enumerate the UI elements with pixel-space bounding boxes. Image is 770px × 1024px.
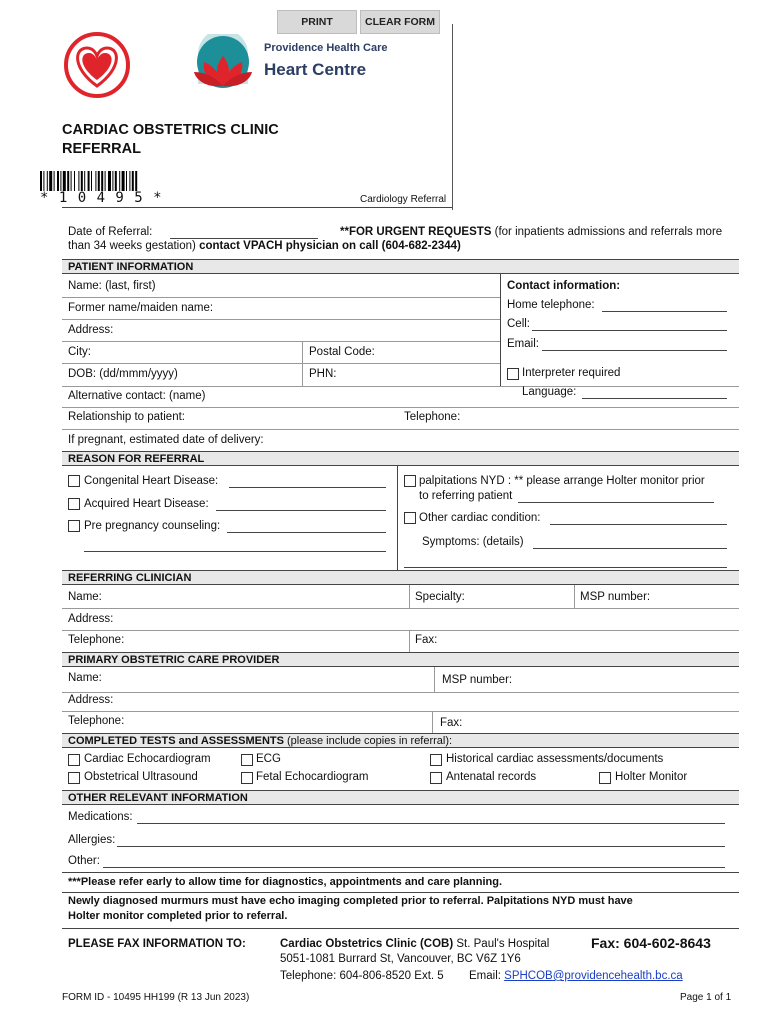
clinician-fax-label[interactable]: Fax:: [415, 634, 438, 646]
fax-instruction-label: PLEASE FAX INFORMATION TO:: [68, 938, 246, 950]
obs-ultrasound-label: Obstetrical Ultrasound: [84, 771, 198, 783]
clinician-address-label[interactable]: Address:: [68, 613, 114, 625]
clinic-email: Email: SPHCOB@providencehealth.bc.ca: [469, 970, 683, 982]
cell-label: Cell:: [507, 318, 531, 330]
delivery-date-label[interactable]: If pregnant, estimated date of delivery:: [68, 434, 264, 446]
prepregnancy-field[interactable]: [227, 532, 386, 533]
brand-centre: Heart Centre: [264, 60, 367, 79]
phn-label[interactable]: PHN:: [309, 368, 337, 380]
patient-contact-divider: [500, 274, 501, 386]
home-telephone-field[interactable]: [602, 311, 727, 312]
echo-checkbox[interactable]: [68, 754, 80, 766]
clear-form-button[interactable]: CLEAR FORM: [360, 10, 440, 34]
clinic-name: Cardiac Obstetrics Clinic (COB) St. Paul's Hospital: [280, 938, 550, 950]
obs-ultrasound-checkbox[interactable]: [68, 772, 80, 784]
clinician-msp-label[interactable]: MSP number:: [580, 591, 651, 603]
interpreter-label: Interpreter required: [522, 367, 621, 379]
cell-divider: [434, 667, 435, 693]
fax-number: Fax: 604-602-8643: [591, 935, 711, 951]
medications-label: Medications:: [68, 811, 133, 823]
notes-rule-bottom: [62, 928, 739, 929]
referring-clinician-header: REFERRING CLINICIAN: [62, 570, 739, 585]
acquired-checkbox[interactable]: [68, 498, 80, 510]
row-rule: [62, 711, 739, 712]
notes-line1: ***Please refer early to allow time for diagnostics, appointments and care planning.: [68, 876, 503, 888]
allergies-field[interactable]: [117, 846, 725, 847]
barcode-text: * 1 0 4 9 5 *: [40, 190, 163, 206]
notes-rule: [62, 892, 739, 893]
heart-logo-icon: [62, 30, 132, 100]
former-name-label[interactable]: Former name/maiden name:: [68, 302, 214, 314]
email-label: Email:: [507, 338, 539, 350]
date-of-referral-field[interactable]: [170, 238, 318, 239]
medications-field[interactable]: [137, 823, 725, 824]
interpreter-checkbox[interactable]: [507, 368, 519, 380]
other-information-header: OTHER RELEVANT INFORMATION: [62, 790, 739, 805]
provider-msp-label[interactable]: MSP number:: [442, 674, 513, 686]
row-rule: [62, 407, 739, 408]
fetal-echo-label: Fetal Echocardiogram: [256, 771, 369, 783]
provider-telephone-label[interactable]: Telephone:: [68, 715, 125, 727]
barcode-icon: [40, 171, 190, 191]
palpitations-field[interactable]: [518, 502, 714, 503]
symptoms-label: Symptoms: (details): [422, 536, 524, 548]
congenital-checkbox[interactable]: [68, 475, 80, 487]
row-rule: [62, 608, 739, 609]
language-label: Language:: [522, 386, 577, 398]
cell-divider: [574, 585, 575, 608]
patient-information-header: PATIENT INFORMATION: [62, 259, 739, 274]
palpitations-label-line2: to referring patient: [419, 490, 513, 502]
ecg-checkbox[interactable]: [241, 754, 253, 766]
antenatal-checkbox[interactable]: [430, 772, 442, 784]
symptoms-field-line2[interactable]: [404, 567, 727, 568]
notes-line3: Holter monitor completed prior to referral.: [68, 910, 288, 922]
home-telephone-label: Home telephone:: [507, 299, 595, 311]
cell-divider: [432, 711, 433, 733]
echo-label: Cardiac Echocardiogram: [84, 753, 211, 765]
row-rule: [62, 363, 500, 364]
antenatal-label: Antenatal records: [446, 771, 537, 783]
providence-heart-centre-logo-icon: [188, 34, 258, 94]
email-link[interactable]: SPHCOB@providencehealth.bc.ca: [504, 970, 683, 982]
congenital-field[interactable]: [229, 487, 386, 488]
date-of-referral-label: Date of Referral:: [68, 226, 153, 238]
city-label[interactable]: City:: [68, 346, 91, 358]
provider-name-label[interactable]: Name:: [68, 672, 102, 684]
completed-tests-header: COMPLETED TESTS and ASSESSMENTS (please include copies in referral):: [62, 733, 739, 748]
patient-name-label[interactable]: Name: (last, first): [68, 280, 156, 292]
notes-rule-top: [62, 872, 739, 873]
header-rule: [62, 207, 452, 208]
historical-checkbox[interactable]: [430, 754, 442, 766]
other-cardiac-label: Other cardiac condition:: [419, 512, 541, 524]
other-cardiac-field[interactable]: [550, 524, 727, 525]
allergies-label: Allergies:: [68, 834, 116, 846]
reason-divider: [397, 466, 398, 570]
alt-telephone-label[interactable]: Telephone:: [404, 411, 461, 423]
symptoms-field[interactable]: [533, 548, 727, 549]
congenital-label: Congenital Heart Disease:: [84, 475, 219, 487]
reason-for-referral-header: REASON FOR REFERRAL: [62, 451, 739, 466]
clinician-name-label[interactable]: Name:: [68, 591, 102, 603]
clinic-telephone: Telephone: 604-806-8520 Ext. 5: [280, 970, 444, 982]
dob-label[interactable]: DOB: (dd/mmm/yyyy): [68, 368, 178, 380]
provider-address-label[interactable]: Address:: [68, 694, 114, 706]
form-title-line2: REFERRAL: [62, 141, 141, 157]
prepregnancy-label: Pre pregnancy counseling:: [84, 520, 221, 532]
historical-label: Historical cardiac assessments/documents: [446, 753, 664, 765]
cell-field[interactable]: [532, 330, 727, 331]
urgent-note-line2: than 34 weeks gestation) contact VPACH physician on call (604-682-2344): [68, 240, 461, 252]
urgent-note-line1: **FOR URGENT REQUESTS (for inpatients admissions and referrals more: [340, 226, 723, 238]
print-button[interactable]: PRINT: [277, 10, 357, 34]
specialty-label[interactable]: Specialty:: [415, 591, 465, 603]
row-rule: [62, 297, 500, 298]
fetal-echo-checkbox[interactable]: [241, 772, 253, 784]
ecg-label: ECG: [256, 753, 281, 765]
header-divider: [452, 24, 453, 210]
other-cardiac-checkbox[interactable]: [404, 512, 416, 524]
primary-obstetric-provider-header: PRIMARY OBSTETRIC CARE PROVIDER: [62, 652, 739, 667]
form-id: FORM ID - 10495 HH199 (R 13 Jun 2023): [62, 992, 250, 1003]
alternative-contact-label[interactable]: Alternative contact: (name): [68, 390, 206, 402]
acquired-field[interactable]: [216, 510, 386, 511]
prepregnancy-checkbox[interactable]: [68, 520, 80, 532]
palpitations-checkbox[interactable]: [404, 475, 416, 487]
provider-fax-label[interactable]: Fax:: [440, 717, 463, 729]
cell-divider: [409, 630, 410, 652]
page-number: Page 1 of 1: [680, 992, 732, 1003]
contact-information-header: Contact information:: [507, 280, 621, 292]
email-field[interactable]: [542, 350, 727, 351]
other-label: Other:: [68, 855, 100, 867]
holter-label: Holter Monitor: [615, 771, 688, 783]
clinician-telephone-label[interactable]: Telephone:: [68, 634, 125, 646]
notes-line2: Newly diagnosed murmurs must have echo imaging completed prior to referral. Palpitations NYD must have: [68, 895, 633, 907]
form-title-line1: CARDIAC OBSTETRICS CLINIC: [62, 122, 279, 138]
row-rule: [62, 429, 739, 430]
row-rule: [62, 386, 739, 387]
acquired-label: Acquired Heart Disease:: [84, 498, 209, 510]
row-rule: [62, 630, 739, 631]
row-rule: [62, 341, 500, 342]
palpitations-label: palpitations NYD : ** please arrange Holter monitor prior: [419, 475, 705, 487]
prepregnancy-field-line2[interactable]: [84, 551, 386, 552]
cell-divider: [409, 585, 410, 608]
form-type: Cardiology Referral: [360, 194, 447, 205]
brand-org: Providence Health Care: [264, 42, 388, 54]
holter-checkbox[interactable]: [599, 772, 611, 784]
patient-address-label[interactable]: Address:: [68, 324, 114, 336]
row-rule: [62, 692, 739, 693]
relationship-label[interactable]: Relationship to patient:: [68, 411, 185, 423]
language-field[interactable]: [582, 398, 727, 399]
row-rule: [62, 319, 500, 320]
postal-code-label[interactable]: Postal Code:: [309, 346, 375, 358]
other-field[interactable]: [103, 867, 725, 868]
clinic-address: 5051-1081 Burrard St, Vancouver, BC V6Z 1Y6: [280, 953, 521, 965]
